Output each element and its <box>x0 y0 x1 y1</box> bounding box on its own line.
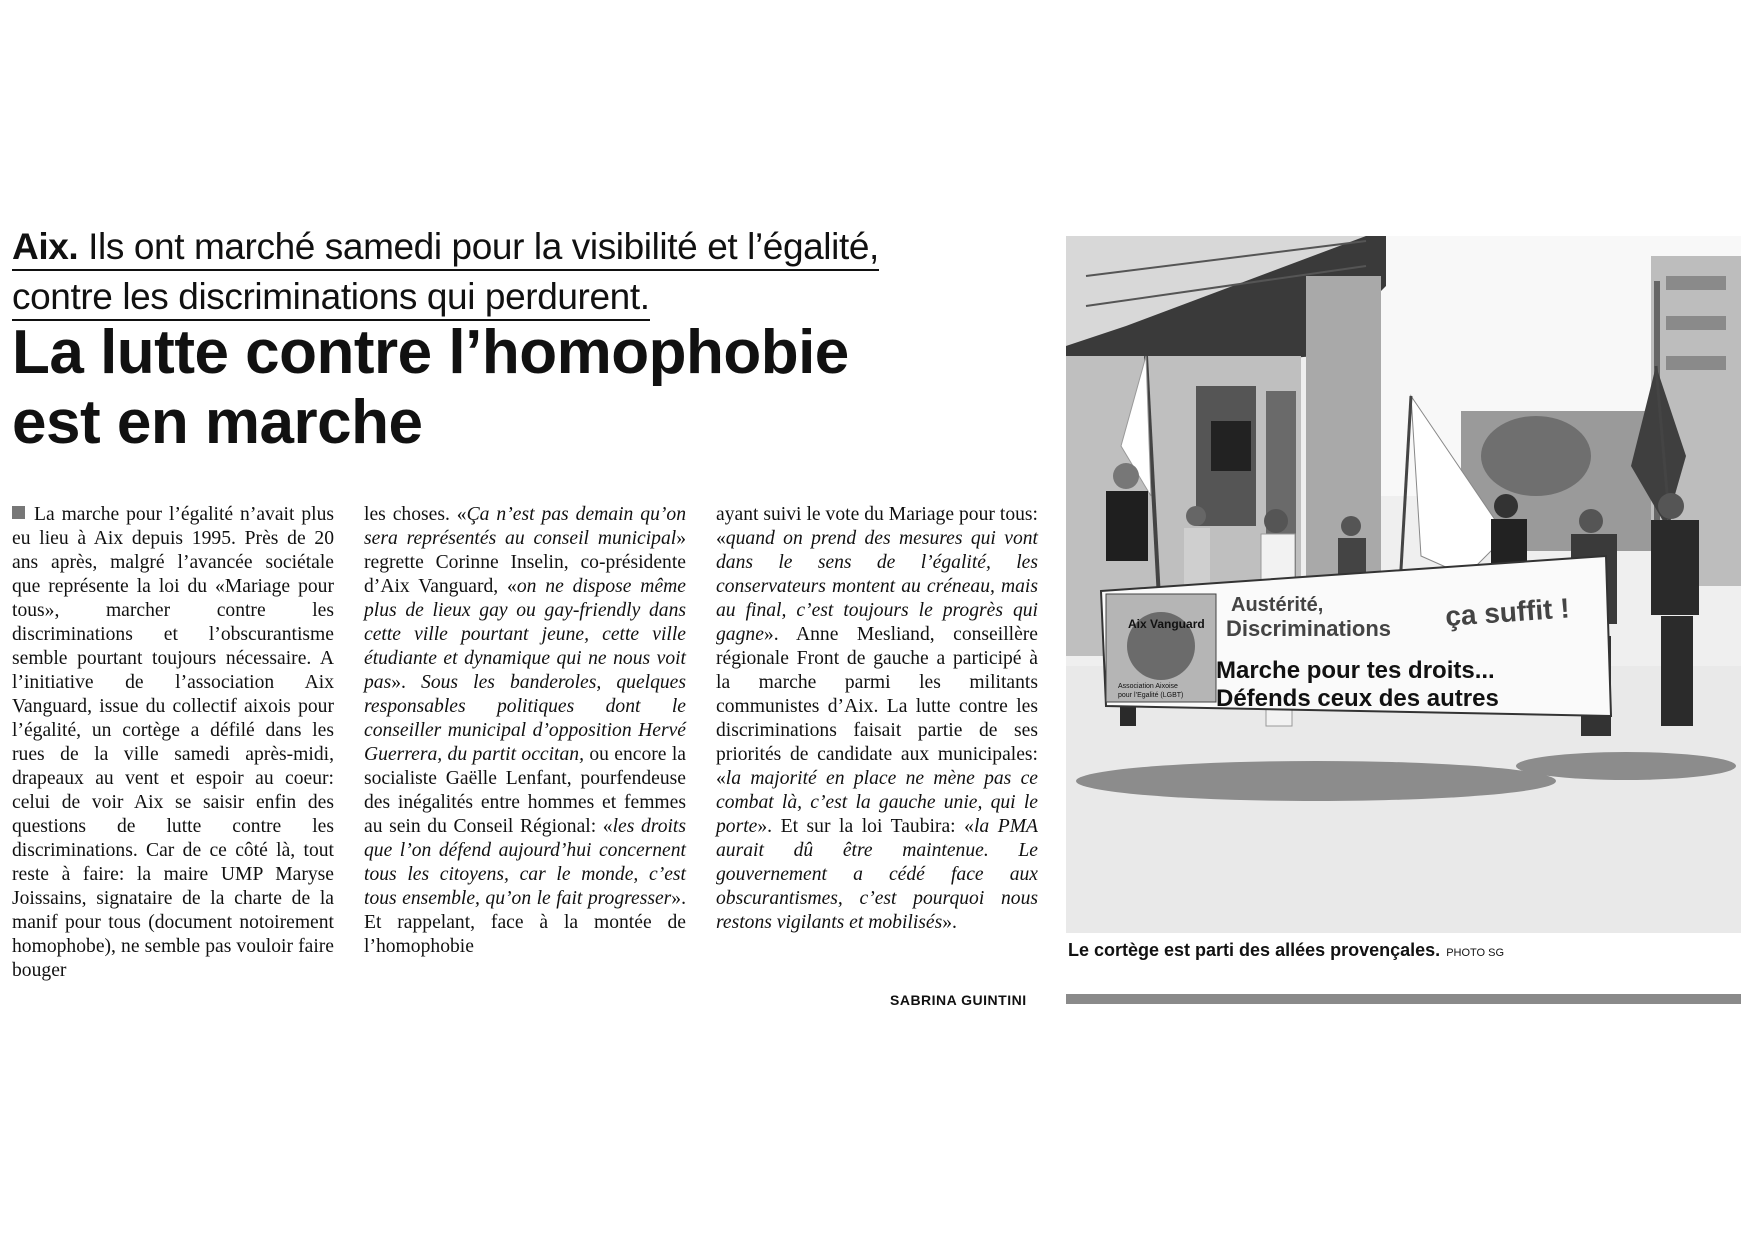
kicker-line-1 <box>12 226 879 271</box>
col3-g: ». <box>942 912 957 933</box>
col3-e: ». Et sur la loi Taubira: « <box>757 816 974 837</box>
col1-text: La marche pour l’égalité n’avait plus eu lieu à Aix depuis 1995. Près de 20 ans après, malgré l’avancée sociétale que représente la loi du «Mariage pour tous», marcher contre les discriminations et l’obscurantisme semble pourtant toujours nécessaire. A l’initiative de l’association Aix Vanguard, issue du collectif aixois pour l’égalité, un cortège a défilé dans les rues de la ville samedi après-midi, drapeaux au vent et espoir au coeur: celui de voir Aix se saisir enfin des questions de lutte contre les discriminations. Car de ce côté là, tout reste à faire: la maire UMP Maryse Joissains, signataire de la charte de la manif pour tous (document notoirement homophobe), ne semble pas vouloir faire bouger <box>12 504 334 981</box>
march-photo-illustration <box>1066 236 1741 933</box>
col2-c: » regrette Corinne Inselin, co-présidente d’Aix Vanguard, « <box>364 528 686 597</box>
headline-line-1: La lutte contre l’homophobie <box>12 318 849 387</box>
article-column-1 <box>12 503 334 983</box>
banner-logo-sub-2: pour l’Egalité (LGBT) <box>1118 692 1184 699</box>
col2-e: ». <box>391 672 422 693</box>
col3-d: la majorité en place ne mène pas ce combat là, c’est la gauche unie, qui le porte <box>716 768 1038 837</box>
col2-g: ou encore la socialiste Gaëlle Lenfant, pourfendeuse des inégalités entre hommes et femmes au sein du Conseil Régional: « <box>364 744 687 837</box>
kicker-line-2: contre les discriminations qui perdurent. <box>12 276 650 321</box>
banner-logo-text: Aix Vanguard <box>1128 617 1205 631</box>
banner-logo-sub-1: Association Aixoise <box>1118 683 1178 690</box>
article-column-3 <box>716 503 1038 935</box>
kicker-text-1: Ils ont marché samedi pour la visibilité et l’égalité, <box>88 226 879 267</box>
article-kicker <box>12 222 942 322</box>
col3-f: la PMA aurait dû être maintenue. Le gouvernement a cédé face aux obscurantismes, c’est pourquoi nous restons vigilants et mobilisés <box>716 816 1038 933</box>
col2-i: ». Et rappelant, face à la montée de l’homophobie <box>364 888 686 957</box>
banner-text-1: Austérité, <box>1231 594 1324 616</box>
col2-h: les droits que l’on défend aujourd’hui concernent tous les citoyens, car le monde, c’est tous ensemble, qu’on le fait progresser <box>364 816 686 909</box>
col2-a: les choses. « <box>364 504 467 525</box>
banner-text-4: Marche pour tes droits... <box>1216 657 1495 684</box>
byline: SABRINA GUINTINI <box>890 992 1027 1008</box>
kicker-place: Aix. <box>12 226 79 267</box>
col3-a: ayant suivi le vote du Mariage pour tous: « <box>716 504 1038 549</box>
footer-rule <box>1066 994 1741 1004</box>
headline <box>12 318 942 458</box>
photo-caption-text: Le cortège est parti des allées provençales. <box>1068 940 1441 960</box>
banner-text-3: ça suffit ! <box>1444 592 1571 632</box>
article-column-2 <box>364 503 686 959</box>
banner-text-5: Défends ceux des autres <box>1216 685 1499 712</box>
col2-d: on ne dispose même plus de lieux gay ou gay-friendly dans cette ville pourtant jeune, cette ville étudiante et dynamique qui ne nous voit pas <box>364 576 686 693</box>
col2-b: Ça n’est pas demain qu’on sera représentés au conseil municipal <box>364 504 686 549</box>
col3-b: quand on prend des mesures qui vont dans le sens de l’égalité, les conservateurs montent au créneau, mais au final, c’est toujours le progrès qui gagne <box>716 528 1038 645</box>
headline-line-2: est en marche <box>12 388 423 457</box>
photo-credit: PHOTO SG <box>1446 947 1505 959</box>
col2-f: Sous les banderoles, quelques responsables politiques dont le conseiller municipal d’opposition Hervé Guerrera, du partit occitan, <box>364 672 686 765</box>
article-photo <box>1066 236 1741 933</box>
photo-caption <box>1068 940 1504 961</box>
col3-c: ». Anne Mesliand, conseillère régionale Front de gauche a participé à la marche parmi les militants communistes d’Aix. La lutte contre les discriminations faisait partie de ses priorités de candidate aux municipales: « <box>716 624 1038 789</box>
banner-text-2: Discriminations <box>1226 616 1392 641</box>
lead-square-icon <box>12 506 25 519</box>
